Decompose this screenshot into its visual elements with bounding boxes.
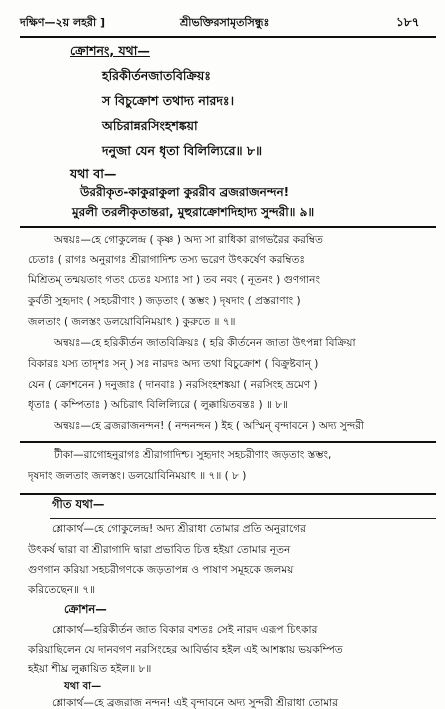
tika-line: দৃষদাং জলতাং জলস্তং। ডলয়োবিনিময়াৎ ॥ ৭॥ ( ৮ ) (28, 470, 247, 482)
verse-line: হরিকীর্তনজাতবিক্রিয়ঃ (102, 68, 211, 83)
translation-line: করিতেছেন॥ ৭॥ (28, 584, 96, 596)
verse-line: স বিচুক্রোশ তথাদ্য নারদঃ। (102, 93, 235, 108)
section-rule (20, 226, 436, 228)
header-rule (20, 36, 436, 38)
translation-line: গুণগান করিয়া সহচরীগণকে জড়তাপন্ন ও পাষাণ সমূহকে জলময় (28, 564, 294, 576)
anvaya-line: চেতাঃ ( রাগঃ অনুরাগঃ শ্রীরাগাদিশ্চ তস্য ভরেণ উৎকর্ষেণ করম্বিতঃ (28, 254, 306, 266)
page-number: ১৮৭ (396, 15, 420, 29)
header-section-label: দক্ষিণ—২য় লহরী ] (20, 16, 105, 29)
translation-line: উৎকর্ষ দ্বারা বা শ্রীরাগাদি দ্বারা প্রভাবিত চিত্ত হইয়া তোমার নূতন (28, 544, 291, 556)
heading-rule (50, 518, 436, 519)
tika-line: টীকা—রাগোহনুরাগঃ শ্রীরাগাদিশ্চ। সুহৃদাং সহচরীণাং জড়তাং স্তম্ভং, (54, 449, 332, 461)
anvaya-line: মিশ্রিতম্ তন্ময়তাং গতং চেতঃ যস্যাঃ সা ) তব নবং ( নূতনং ) গুণগানং (28, 274, 320, 286)
verse-intro: ক্রোশনং, যথা— (70, 43, 150, 58)
translation-line: করিয়াছিলেন যে দানবগণ নরসিংহের আবির্ভাব হইল এই আশঙ্কায় ভয়কম্পিত (28, 644, 343, 656)
anvaya-line: যেন ( ক্রোশনেন ) দনুজাঃ ( দানবাঃ ) নরসিংহশঙ্কয়া ( নরসিংহ ভ্রমেণ ) (28, 379, 318, 391)
verse-intro: যথা বা— (70, 166, 117, 181)
anvaya-line: অন্বয়ঃ—হে গোকুলেন্দ্র ( কৃষ্ণ ) অদ্য সা রাধিকা রাগভরৈর করম্বিত (54, 234, 323, 246)
verse-line: উররীকৃত-কাকুরাকুলা কুররীব ব্রজরাজনন্দন! (80, 185, 290, 199)
translation-line: শ্লোকার্থ—হে ব্রজরাজ নন্দন! এই বৃন্দাবনে অদ্য সুন্দরী শ্রীরাধা তোমার (52, 697, 338, 709)
anvaya-line: জলতাং ( জলস্তং ডলয়োবিনিময়াৎ ) কুরুতে ॥ ৭॥ (28, 316, 236, 328)
translation-heading: গীত যথা— (52, 497, 105, 511)
translation-line: শ্লোকার্থ—হরিকীর্তন জাত বিকার বশতঃ সেই নারদ এরূপ চিৎকার (52, 624, 318, 636)
anvaya-line: ধৃতাঃ ( কম্পিতাঃ ) অচিরাৎ বিলিল্যিরে ( লুক্কায়িতবন্তঃ ) ॥ ৮॥ (28, 399, 288, 411)
anvaya-line: বিকারঃ যস্য তাদৃশঃ সন্ ) সঃ নারদঃ অদ্য তথা বিচুক্রোশ ( বিক্রুষ্টবান্ ) (28, 358, 319, 370)
anvaya-line: অন্বয়ঃ—হে ব্রজরাজনন্দন! ( নন্দনন্দন ) ইহ ( অস্মিন্ বৃন্দাবনে ) অদ্য সুন্দরী (54, 420, 365, 432)
translation-subheading: যথা বা— (64, 681, 102, 692)
header-book-title: শ্রীভক্তিরসামৃতসিন্ধুঃ (180, 16, 270, 29)
anvaya-line: কুর্বতী সুহৃদাং ( সহচরীণাং ) জড়তাং ( স্তম্ভং ) দৃষদাং ( প্রস্তরাণাং ) (28, 295, 301, 307)
section-rule (20, 493, 436, 495)
translation-line: শ্লোকার্থ—হে গোকুলেন্দ্র! অদ্য শ্রীরাধা তোমার প্রতি অনুরাগের (52, 523, 306, 535)
verse-line: দনুজা যেন ধৃতা বিলিল্যিরে॥ ৮॥ (102, 143, 263, 158)
anvaya-line: অন্বয়ঃ—হে হরিকীর্তন জাতবিক্রিয়ঃ ( হরি কীর্তনেন জাতা উৎপন্না বিক্রিয়া (54, 337, 356, 349)
translation-subheading: ক্রোশন— (64, 602, 107, 616)
translation-line: হইয়া শীঘ্র লুক্কায়িত হইল॥ ৮॥ (28, 663, 152, 675)
section-rule (20, 441, 436, 443)
verse-line: অচিরান্নরসিংহশঙ্কয়া (102, 118, 198, 133)
verse-line: মুরলী তরলীকৃতান্তরা, মুহুরাক্রোশদিহাদ্য সুন্দরী॥ ৯॥ (72, 205, 315, 219)
